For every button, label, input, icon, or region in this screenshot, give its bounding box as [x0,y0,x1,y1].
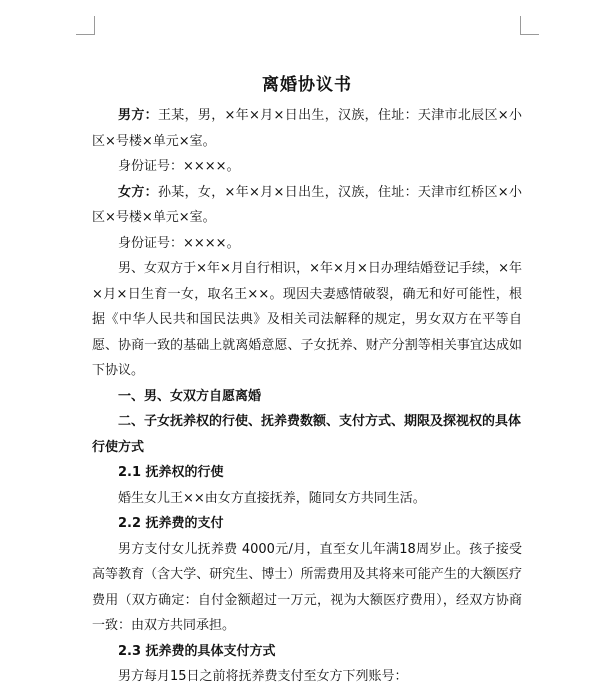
section-2-1-heading: 2.1 抚养权的行使 [118,465,224,480]
section-2-1-text: 婚生女儿王××由女方直接抚养，随同女方共同生活。 [118,490,426,506]
woman-text: 孙某，女，×年×月×日出生，汉族，住址：天津市红桥区×小区×号楼×单元×室。 [92,184,522,225]
document-title: 离婚协议书 [262,75,352,95]
woman-id: 身份证号：××××。 [118,235,240,251]
man-id: 身份证号：××××。 [118,159,240,174]
section-2-3-heading: 2.3 抚养费的具体支付方式 [118,643,276,659]
section-1-heading: 一、男、女双方自愿离婚 [118,388,262,404]
woman-paragraph [92,180,522,231]
crop-mark-top-left [76,16,95,35]
section-2-2-text: 男方支付女儿抚养费 4000元/月，直至女儿年满18周岁止。孩子接受高等教育（含大学、研究生、博士）所需费用及其将来可能产生的大额医疗费用（双方确定：自付金额超过一万元，视为大额医疗费用），经双方协商一致：由双方共同承担。 [92,541,522,633]
crop-mark-top-right [520,16,539,35]
woman-label: 女方： [118,184,158,200]
document-body [92,72,522,690]
section-2-heading: 二、子女抚养权的行使、抚养费数额、支付方式、期限及探视权的具体行使方式 [92,414,522,455]
man-label: 男方： [118,108,158,123]
section-2-3-text: 男方每月15日之前将抚养费支付至女方下列账号： [118,669,408,684]
section-2-2-heading: 2.2 抚养费的支付 [118,516,224,531]
man-text: 王某，男，×年×月×日出生，汉族，住址：天津市北辰区×小区×号楼×单元×室。 [92,108,522,149]
intro-paragraph: 男、女双方于×年×月自行相识，×年×月×日办理结婚登记手续，×年×月×日生育一女，取名王××。现因夫妻感情破裂，确无和好可能性，根据《中华人民共和国民法典》及相关司法解释的规定，男女双方在平等自愿、协商一致的基础上就离婚意愿、子女抚养、财产分割等相关事宜达成如下协议。 [92,261,522,378]
man-paragraph [92,103,522,154]
